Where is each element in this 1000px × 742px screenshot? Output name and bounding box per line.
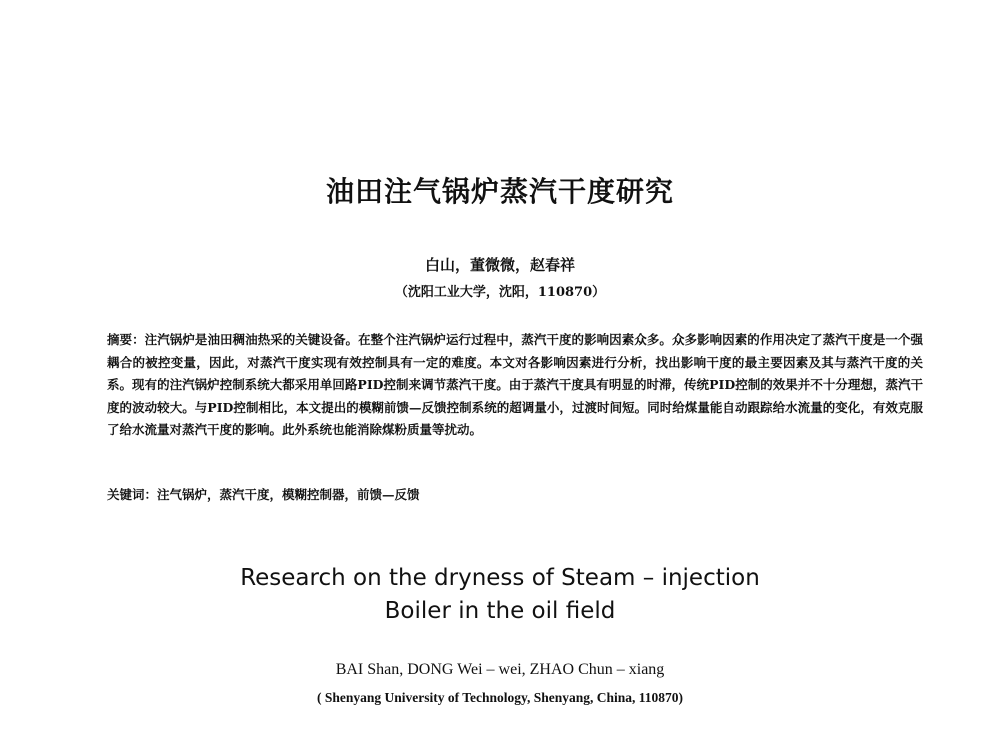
chinese-authors: 白山，董微微，赵春祥 [424, 256, 575, 274]
abstract-body: 注汽锅炉是油田稠油热采的关键设备。在整个注汽锅炉运行过程中，蒸汽干度的影响因素众多。众多影响因素的作用决定了蒸汽干度是一个强耦合的被控变量，因此，对蒸汽干度实现有效控制具有一定的难度。本文对各影响因素进行分析，找出影响干度的最主要因素及其与蒸汽干度的关系。现有的注汽锅炉控制系统大都采用单回路PID控制来调节蒸汽干度。由于蒸汽干度具有明显的时滞，传统PID控制的效果并不十分理想，蒸汽干度的波动较大。与PID控制相比，本文提出的模糊前馈—反馈控制系统的超调量小，过渡时间短。同时给煤量能自动跟踪给水流量的变化，有效克服了给水流量对蒸汽干度的影响。此外系统也能消除煤粉质量等扰动。 [107, 332, 923, 437]
english-title-line-2: Boiler in the oil field [384, 598, 616, 624]
keywords-body: 注气锅炉，蒸汽干度，模糊控制器，前馈—反馈 [157, 487, 420, 502]
chinese-affiliation: （沈阳工业大学，沈阳，110870） [394, 285, 606, 300]
keywords-label: 关键词： [107, 487, 158, 502]
english-authors: BAI Shan, DONG Wei – wei, ZHAO Chun – xiang [335, 661, 665, 678]
chinese-keywords [107, 484, 923, 506]
english-affiliation: ( Shenyang University of Technology, Shenyang, China, 110870) [316, 690, 684, 705]
english-title-line-1: Research on the dryness of Steam – injection [240, 565, 760, 591]
chinese-title: 油田注气锅炉蒸汽干度研究 [325, 175, 674, 208]
chinese-abstract [107, 329, 923, 442]
abstract-label: 摘要： [107, 332, 145, 347]
english-title [0, 562, 1000, 628]
